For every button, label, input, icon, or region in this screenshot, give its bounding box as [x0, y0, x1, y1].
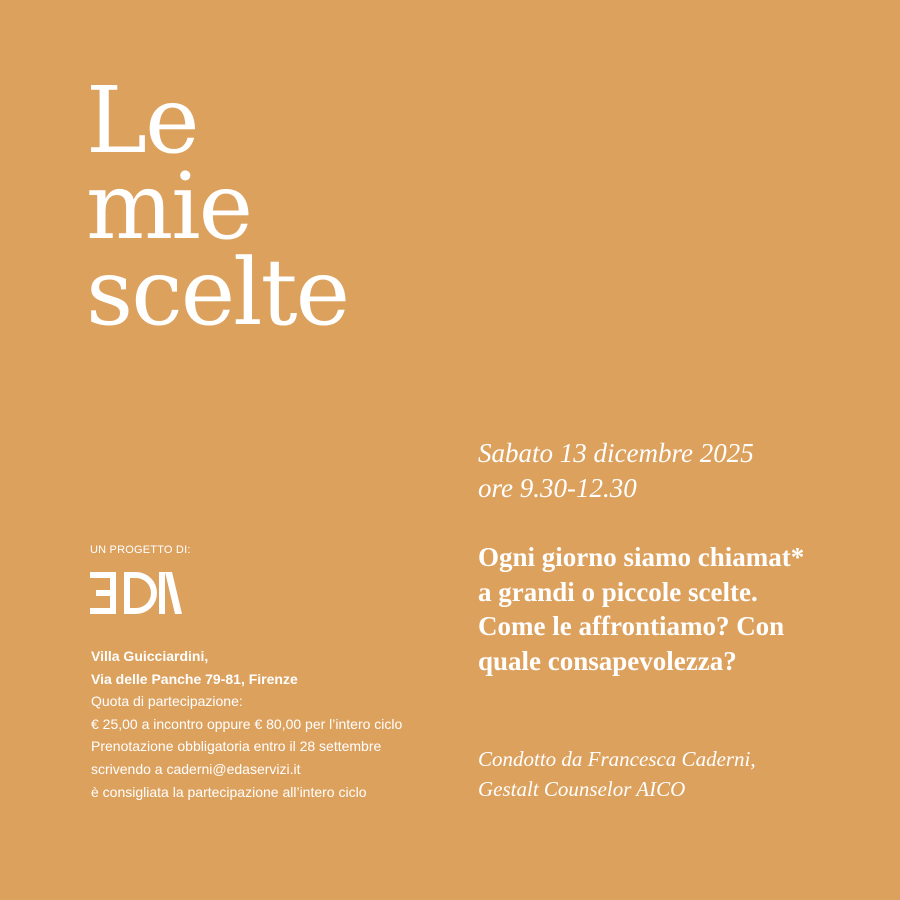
title-line-2: mie — [86, 153, 252, 260]
event-info — [91, 645, 402, 803]
conductor-title: Gestalt Counselor AICO — [478, 777, 686, 801]
fee-amount: € 25,00 a incontro oppure € 80,00 per l’intero ciclo — [91, 715, 403, 732]
title-line-1: Le — [86, 67, 198, 174]
event-time: ore 9.30-12.30 — [478, 473, 637, 503]
fee-label: Quota di partecipazione: — [91, 693, 243, 710]
event-description: Ogni giorno siamo chiamat* a grandi o piccole scelte. Come le affrontiamo? Con quale consapevolezza? — [478, 542, 805, 676]
conductor-credit — [478, 744, 756, 804]
event-datetime — [478, 436, 754, 506]
conductor-name: Condotto da Francesca Caderni, — [478, 747, 756, 771]
project-label: UN PROGETTO DI: — [90, 544, 191, 556]
venue-name: Villa Guicciardini, — [91, 648, 209, 664]
eda-logo-icon — [90, 572, 182, 614]
booking-note: Prenotazione obbligatoria entro il 28 settembre — [91, 738, 382, 755]
venue-address: Via delle Panche 79-81, Firenze — [91, 670, 298, 687]
attendance-advice: è consigliata la partecipazione all’intero ciclo — [91, 783, 367, 800]
page-title — [86, 67, 349, 346]
event-date: Sabato 13 dicembre 2025 — [478, 438, 754, 468]
contact-email: scrivendo a caderni@edaservizi.it — [91, 760, 301, 777]
title-line-3: scelte — [86, 239, 349, 346]
